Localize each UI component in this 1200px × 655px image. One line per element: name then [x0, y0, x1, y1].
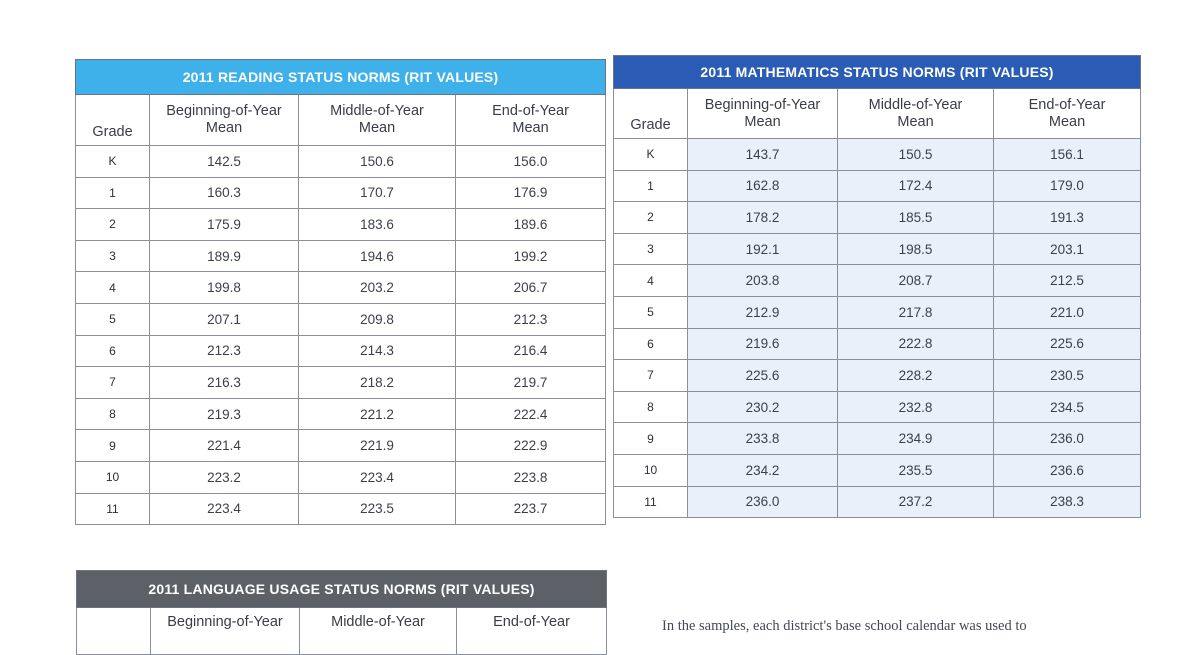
value-cell: 170.7 [299, 177, 456, 209]
math-grade-header: Grade [614, 89, 688, 139]
table-row [614, 360, 1141, 392]
grade-cell: 10 [614, 454, 688, 486]
value-cell: 238.3 [994, 486, 1141, 518]
value-cell: 223.8 [456, 461, 606, 493]
math-boy-header: Beginning-of-Year Mean [688, 89, 838, 139]
table-row [76, 367, 606, 399]
value-cell: 199.8 [150, 272, 299, 304]
value-cell: 218.2 [299, 367, 456, 399]
value-cell: 199.2 [456, 240, 606, 272]
value-cell: 230.5 [994, 360, 1141, 392]
value-cell: 150.5 [838, 139, 994, 171]
value-cell: 183.6 [299, 209, 456, 241]
grade-cell: 9 [76, 430, 150, 462]
language-eoy-header: End-of-Year [457, 608, 607, 655]
table-row [76, 493, 606, 525]
value-cell: 223.5 [299, 493, 456, 525]
value-cell: 203.1 [994, 233, 1141, 265]
value-cell: 150.6 [299, 146, 456, 178]
grade-cell: 7 [76, 367, 150, 399]
math-norms-table [613, 55, 1141, 518]
value-cell: 160.3 [150, 177, 299, 209]
table-row [76, 430, 606, 462]
value-cell: 225.6 [688, 360, 838, 392]
value-cell: 179.0 [994, 170, 1141, 202]
value-cell: 236.0 [994, 423, 1141, 455]
table-row [614, 139, 1141, 171]
grade-cell: 1 [76, 177, 150, 209]
value-cell: 194.6 [299, 240, 456, 272]
value-cell: 175.9 [150, 209, 299, 241]
value-cell: 189.9 [150, 240, 299, 272]
value-cell: 222.9 [456, 430, 606, 462]
value-cell: 228.2 [838, 360, 994, 392]
grade-cell: 5 [614, 296, 688, 328]
grade-cell: 6 [614, 328, 688, 360]
value-cell: 223.4 [299, 461, 456, 493]
value-cell: 203.8 [688, 265, 838, 297]
value-cell: 219.7 [456, 367, 606, 399]
value-cell: 221.2 [299, 398, 456, 430]
grade-cell: 8 [76, 398, 150, 430]
grade-cell: 8 [614, 391, 688, 423]
language-grade-header [77, 608, 151, 655]
value-cell: 212.5 [994, 265, 1141, 297]
value-cell: 223.7 [456, 493, 606, 525]
value-cell: 208.7 [838, 265, 994, 297]
language-moy-header: Middle-of-Year [300, 608, 457, 655]
grade-cell: 7 [614, 360, 688, 392]
math-eoy-header: End-of-Year Mean [994, 89, 1141, 139]
grade-cell: 4 [76, 272, 150, 304]
grade-cell: 10 [76, 461, 150, 493]
table-row [76, 240, 606, 272]
table-row [614, 423, 1141, 455]
value-cell: 222.8 [838, 328, 994, 360]
grade-cell: 9 [614, 423, 688, 455]
value-cell: 230.2 [688, 391, 838, 423]
value-cell: 156.1 [994, 139, 1141, 171]
value-cell: 203.2 [299, 272, 456, 304]
grade-cell: 2 [76, 209, 150, 241]
value-cell: 209.8 [299, 303, 456, 335]
value-cell: 212.9 [688, 296, 838, 328]
table-row [76, 398, 606, 430]
table-row [76, 209, 606, 241]
grade-cell: 3 [614, 233, 688, 265]
table-row [76, 272, 606, 304]
value-cell: 206.7 [456, 272, 606, 304]
value-cell: 223.4 [150, 493, 299, 525]
reading-table-title: 2011 READING STATUS NORMS (RIT VALUES) [76, 60, 606, 95]
table-row [614, 233, 1141, 265]
math-table-title: 2011 MATHEMATICS STATUS NORMS (RIT VALUES) [614, 56, 1141, 89]
table-row [614, 328, 1141, 360]
language-table-title: 2011 LANGUAGE USAGE STATUS NORMS (RIT VALUES) [77, 571, 607, 608]
value-cell: 237.2 [838, 486, 994, 518]
table-row [76, 177, 606, 209]
value-cell: 235.5 [838, 454, 994, 486]
value-cell: 236.6 [994, 454, 1141, 486]
grade-cell: 4 [614, 265, 688, 297]
value-cell: 234.9 [838, 423, 994, 455]
value-cell: 212.3 [456, 303, 606, 335]
value-cell: 234.5 [994, 391, 1141, 423]
grade-cell: 11 [76, 493, 150, 525]
value-cell: 192.1 [688, 233, 838, 265]
reading-boy-header: Beginning-of-Year Mean [150, 95, 299, 146]
reading-moy-header: Middle-of-Year Mean [299, 95, 456, 146]
grade-cell: 3 [76, 240, 150, 272]
value-cell: 214.3 [299, 335, 456, 367]
table-row [76, 303, 606, 335]
value-cell: 221.0 [994, 296, 1141, 328]
table-row [614, 265, 1141, 297]
grade-cell: K [76, 146, 150, 178]
value-cell: 219.6 [688, 328, 838, 360]
reading-table-body [76, 146, 606, 525]
value-cell: 217.8 [838, 296, 994, 328]
value-cell: 142.5 [150, 146, 299, 178]
language-norms-table [76, 570, 607, 655]
table-row [76, 335, 606, 367]
value-cell: 178.2 [688, 202, 838, 234]
table-row [614, 486, 1141, 518]
value-cell: 156.0 [456, 146, 606, 178]
value-cell: 176.9 [456, 177, 606, 209]
table-row [76, 461, 606, 493]
value-cell: 198.5 [838, 233, 994, 265]
table-row [614, 296, 1141, 328]
value-cell: 185.5 [838, 202, 994, 234]
value-cell: 219.3 [150, 398, 299, 430]
value-cell: 172.4 [838, 170, 994, 202]
table-row [614, 170, 1141, 202]
body-paragraph: In the samples, each district's base school calendar was used to [662, 618, 1027, 634]
grade-cell: 1 [614, 170, 688, 202]
value-cell: 191.3 [994, 202, 1141, 234]
grade-cell: 5 [76, 303, 150, 335]
math-moy-header: Middle-of-Year Mean [838, 89, 994, 139]
value-cell: 162.8 [688, 170, 838, 202]
value-cell: 233.8 [688, 423, 838, 455]
language-boy-header: Beginning-of-Year [151, 608, 300, 655]
value-cell: 221.4 [150, 430, 299, 462]
value-cell: 225.6 [994, 328, 1141, 360]
value-cell: 207.1 [150, 303, 299, 335]
table-row [614, 202, 1141, 234]
value-cell: 212.3 [150, 335, 299, 367]
grade-cell: 2 [614, 202, 688, 234]
value-cell: 236.0 [688, 486, 838, 518]
value-cell: 234.2 [688, 454, 838, 486]
grade-cell: 11 [614, 486, 688, 518]
value-cell: 232.8 [838, 391, 994, 423]
grade-cell: K [614, 139, 688, 171]
reading-eoy-header: End-of-Year Mean [456, 95, 606, 146]
value-cell: 143.7 [688, 139, 838, 171]
math-table-body [614, 139, 1141, 518]
value-cell: 189.6 [456, 209, 606, 241]
value-cell: 223.2 [150, 461, 299, 493]
value-cell: 216.3 [150, 367, 299, 399]
table-row [76, 146, 606, 178]
value-cell: 221.9 [299, 430, 456, 462]
table-row [614, 391, 1141, 423]
value-cell: 222.4 [456, 398, 606, 430]
value-cell: 216.4 [456, 335, 606, 367]
reading-grade-header: Grade [76, 95, 150, 146]
reading-norms-table [75, 59, 606, 525]
table-row [614, 454, 1141, 486]
grade-cell: 6 [76, 335, 150, 367]
